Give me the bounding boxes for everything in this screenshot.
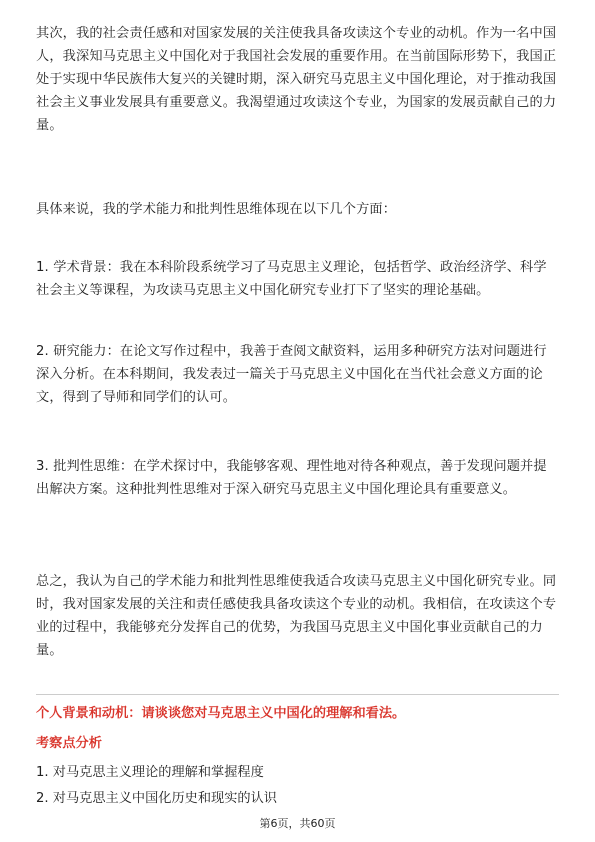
analysis-item: 2. 对马克思主义中国化历史和现实的认识: [36, 791, 277, 806]
paragraph-intro-abilities: 具体来说，我的学术能力和批判性思维体现在以下几个方面：: [36, 202, 397, 217]
paragraph-academic-background: 1. 学术背景：我在本科阶段系统学习了马克思主义理论，包括哲学、政治经济学、科学社会主义等课程，为攻读马克思主义中国化研究专业打下了坚实的理论基础。: [36, 260, 547, 298]
paragraph-research-ability: 2. 研究能力：在论文写作过程中，我善于查阅文献资料，运用多种研究方法对问题进行深入分析。在本科期间，我发表过一篇关于马克思主义中国化在当代社会意义方面的论文，得到了导师和同学们的认可。: [36, 344, 547, 405]
interview-question: 个人背景和动机：请谈谈您对马克思主义中国化的理解和看法。: [36, 706, 406, 721]
paragraph-critical-thinking: 3. 批判性思维：在学术探讨中，我能够客观、理性地对待各种观点，善于发现问题并提出解决方案。这种批判性思维对于深入研究马克思主义中国化理论具有重要意义。: [36, 459, 547, 497]
paragraph-conclusion: 总之，我认为自己的学术能力和批判性思维使我适合攻读马克思主义中国化研究专业。同时，我对国家发展的关注和责任感使我具备攻读这个专业的动机。我相信，在攻读这个专业的过程中，我能够充分发挥自己的优势，为我国马克思主义中国化事业贡献自己的力量。: [36, 574, 557, 658]
paragraph-motivation: 其次，我的社会责任感和对国家发展的关注使我具备攻读这个专业的动机。作为一名中国人，我深知马克思主义中国化对于我国社会发展的重要作用。在当前国际形势下，我国正处于实现中华民族伟大复兴的关键时期，深入研究马克思主义中国化理论，对于推动我国社会主义事业发展具有重要意义。我渴望通过攻读这个专业，为国家的发展贡献自己的力量。: [36, 26, 557, 133]
page-number: 第6页，共60页: [259, 817, 336, 830]
section-divider: [36, 694, 559, 695]
analysis-list: [36, 760, 277, 812]
analysis-item: 1. 对马克思主义理论的理解和掌握程度: [36, 765, 264, 780]
analysis-heading: 考察点分析: [36, 736, 102, 751]
